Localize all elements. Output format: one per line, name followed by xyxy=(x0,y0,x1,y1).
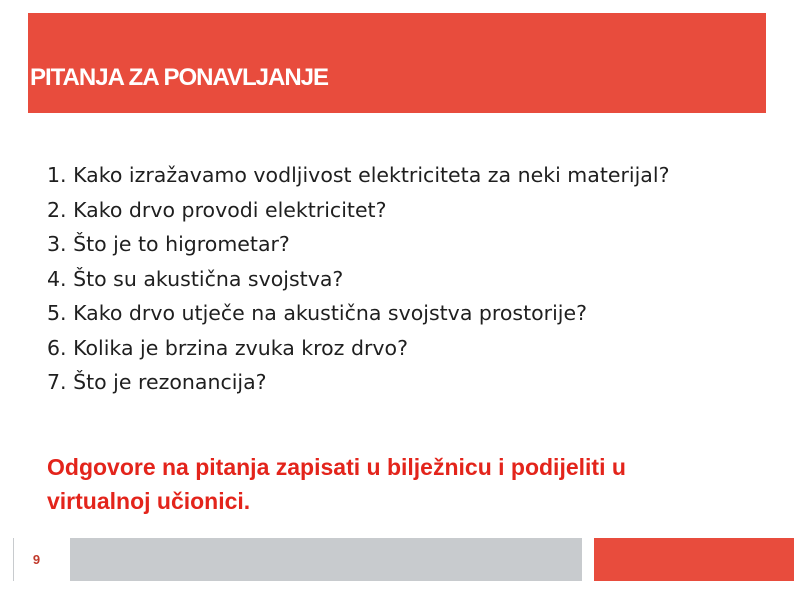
question-list xyxy=(47,158,697,400)
page-number: 9 xyxy=(32,552,41,567)
question-item: 1. Kako izražavamo vodljivost elektriciteta za neki materijal? xyxy=(47,163,670,187)
footer-bar-gray xyxy=(70,538,582,581)
question-item: 3. Što je to higrometar? xyxy=(47,232,290,256)
question-item: 7. Što je rezonancija? xyxy=(47,370,267,394)
question-item: 4. Što su akustična svojstva? xyxy=(47,266,344,291)
question-item: 6. Kolika je brzina zvuka kroz drvo? xyxy=(47,335,408,360)
slide-title: PITANJA ZA PONAVLJANJE xyxy=(30,64,329,91)
title-banner xyxy=(28,13,766,113)
assignment-note: Odgovore na pitanja zapisati u bilježnicu i podijeliti u virtualnoj učionici. xyxy=(47,454,626,514)
page-number-box xyxy=(13,538,59,581)
footer-bar-red xyxy=(594,538,794,581)
question-item: 5. Kako drvo utječe na akustična svojstva prostorije? xyxy=(47,301,587,325)
question-item: 2. Kako drvo provodi elektricitet? xyxy=(47,197,387,222)
